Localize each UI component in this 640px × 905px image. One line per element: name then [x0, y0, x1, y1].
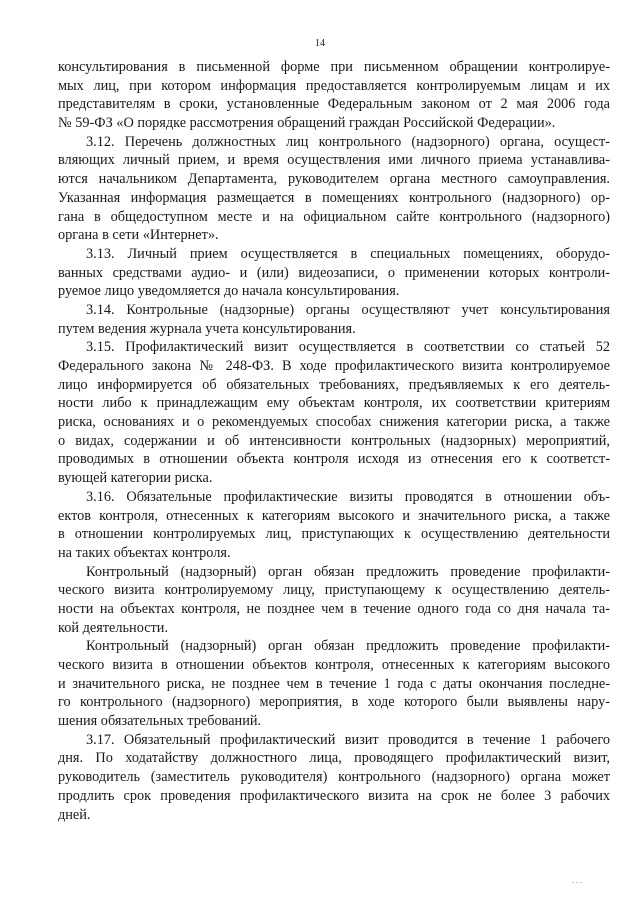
text-line: мых лиц, при котором информация предоставляется контролируемым лицам и их	[58, 77, 610, 94]
text-line: 3.16. Обязательные профилактические визиты проводятся в отношении объ-	[86, 488, 610, 505]
text-line: гана в общедоступном месте и на официальном сайте контрольного (надзорного)	[58, 208, 610, 225]
text-line: 3.14. Контрольные (надзорные) органы осуществляют учет консультирования	[86, 301, 610, 318]
text-line: 3.13. Личный прием осуществляется в специальных помещениях, оборудо-	[86, 245, 610, 262]
text-line: руемое лицо уведомляется до начала консультирования.	[58, 283, 400, 300]
text-line: руководитель (заместитель руководителя) контрольного (надзорного) органа может	[58, 769, 610, 786]
text-line: ются начальником Департамента, руководителем органа местного самоуправления.	[58, 171, 610, 188]
text-line: на таких объектах контроля.	[58, 544, 231, 561]
document-body	[58, 58, 610, 824]
text-line: Федерального закона № 248-ФЗ. В ходе профилактического визита контролируемое	[58, 358, 610, 374]
text-line: Контрольный (надзорный) орган обязан предложить проведение профилакти-	[86, 563, 610, 580]
text-line: ванных средствами аудио- и (или) видеозаписи, о применении которых контроли-	[58, 264, 610, 281]
text-line: ности на объектах контроля, не позднее чем в течение одного года со дня начала та-	[58, 600, 610, 617]
text-line: консультирования в письменной форме при письменном обращении контролируе-	[58, 59, 610, 75]
text-line: Указанная информация размещается в помещениях контрольного (надзорного) ор-	[58, 189, 610, 206]
text-line: продлить срок проведения профилактического визита на срок не более 3 рабочих	[58, 787, 610, 804]
text-line: го контрольного (надзорного) мероприятия, в ходе которого были выявлены нару-	[58, 694, 610, 711]
text-line: в отношении контролируемых лиц, приступающих к осуществлению деятельности	[58, 526, 610, 543]
text-line: Контрольный (надзорный) орган обязан предложить проведение профилакти-	[86, 638, 610, 655]
text-line: № 59-ФЗ «О порядке рассмотрения обращений граждан Российской Федерации».	[58, 115, 556, 132]
text-line: 3.17. Обязательный профилактический визит проводится в течение 1 рабочего	[86, 731, 610, 748]
text-line: 3.12. Перечень должностных лиц контрольного (надзорного) органа, осущест-	[86, 133, 610, 150]
text-line: органа в сети «Интернет».	[58, 227, 219, 244]
text-line: 3.15. Профилактический визит осуществляется в соответствии со статьей 52	[86, 339, 610, 356]
text-line: вующей категории риска.	[58, 470, 213, 487]
text-line: дня. По ходатайству должностного лица, проводящего профилактический визит,	[58, 750, 610, 767]
page-number: 14	[315, 38, 325, 49]
text-line: и значительного риска, не позднее чем в течение 1 года с даты окончания последне-	[58, 675, 610, 692]
text-line: шения обязательных требований.	[58, 713, 262, 730]
corner-mark: . . .	[572, 876, 582, 885]
text-line: ности либо к принадлежащим ему объектам контроля, их соответствии критериям	[58, 395, 610, 412]
text-line: представителям в сроки, установленные Федеральным законом от 2 мая 2006 года	[58, 96, 610, 113]
text-line: лицо информируется об обязательных требованиях, предъявляемых к его деятель-	[58, 376, 610, 393]
text-line: ческого визита контролируемому лицу, приступающему к осуществлению деятель-	[58, 582, 610, 599]
text-line: ектов контроля, отнесенных к категориям высокого и значительного риска, а также	[58, 507, 610, 524]
text-line: о видах, содержании и об интенсивности контрольных (надзорных) мероприятий,	[58, 432, 610, 449]
text-line: проводимых в отношении объекта контроля исходя из отнесения его к соответст-	[58, 451, 610, 468]
text-line: риска, основаниях и о рекомендуемых способах снижения категории риска, а также	[58, 414, 610, 431]
text-line: вляющих личный прием, и время осуществления ими личного приема устанавлива-	[58, 152, 610, 169]
text-line: кой деятельности.	[58, 619, 169, 636]
text-line: путем ведения журнала учета консультирования.	[58, 320, 356, 337]
text-line: ческого визита в отношении объектов контроля, отнесенных к категориям высокого	[58, 657, 610, 673]
text-line: дней.	[58, 806, 91, 823]
